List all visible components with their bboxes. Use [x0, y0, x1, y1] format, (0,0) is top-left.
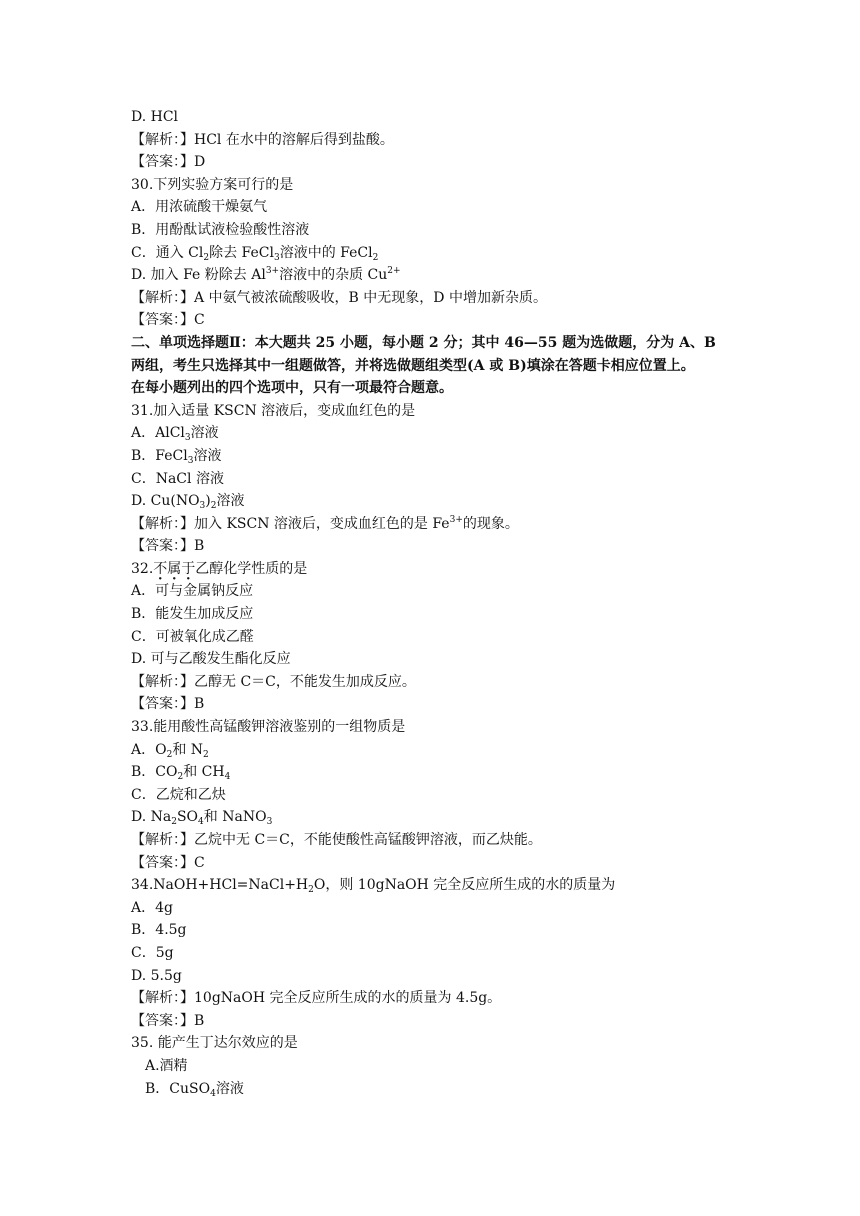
question-32-option-c: C．可被氧化成乙醛	[131, 628, 254, 645]
question-34-option-c: C．5g	[131, 944, 174, 961]
question-33-answer: 【答案：】C	[131, 854, 205, 871]
emphasis-dot-char: 于	[181, 560, 196, 577]
question-30-analysis: 【解析：】A 中氨气被浓硫酸吸收，B 中无现象，D 中增加新杂质。	[131, 289, 547, 306]
question-31-answer: 【答案：】B	[131, 538, 205, 555]
question-34-analysis: 【解析：】10gNaOH 完全反应所生成的水的质量为 4.5g。	[131, 990, 502, 1007]
question-30-option-a: A．用浓硫酸干燥氨气	[131, 199, 268, 216]
question-32-option-b: B．能发生加成反应	[131, 606, 254, 623]
question-35-stem: 35. 能产生丁达尔效应的是	[131, 1035, 298, 1052]
question-30-option-b: B．用酚酞试液检验酸性溶液	[131, 221, 310, 238]
question-35-option-a: A.酒精	[145, 1057, 188, 1074]
question-33-option-a: A．$O_2$和 $N_2$	[131, 741, 209, 760]
answer: 【答案：】D	[131, 154, 206, 171]
question-31-option-c: C．NaCl 溶液	[131, 470, 224, 487]
question-30-option-c: C．通入 $Cl_2$除去 FeCl$_3$溶液中的 FeCl$_2$	[131, 244, 379, 263]
question-34-option-d: D. 5.5g	[131, 967, 182, 984]
question-32-option-a: A．可与金属钠反应	[131, 583, 254, 600]
question-32-analysis: 【解析：】乙醇无 C＝C，不能发生加成反应。	[131, 673, 416, 690]
question-31-option-a: A．AlCl$_3$溶液	[131, 425, 219, 444]
question-31-option-b: B．FeCl$_3$溶液	[131, 447, 222, 466]
emphasis-dot-char: 属	[167, 560, 182, 577]
question-33-option-d: D. $Na_2SO_4$和 NaNO$_3$	[131, 809, 273, 828]
question-33-option-c: C．乙烷和乙炔	[131, 786, 226, 803]
question-33-analysis: 【解析：】乙烷中无 C＝C，不能使酸性高锰酸钾溶液，而乙炔能。	[131, 832, 542, 848]
question-34-stem: $34.NaOH+HCl=NaCl+H_2O$，则 10gNaOH 完全反应所生成的水的质量为	[131, 877, 616, 896]
section-heading: 二、单项选择题Ⅱ：本大题共 25 小题，每小题 2 分；其中 46—55 题为选做题，分为 A、B	[131, 334, 716, 351]
section-heading-line-2: 两组，考生只选择其中一组题做答，并将选做题组类型(A 或 B)填涂在答题卡相应位置上。	[131, 357, 695, 374]
question-35-option-b: B．CuSO$_4$溶液	[145, 1080, 244, 1099]
section-heading-line-3: 在每小题列出的四个选项中，只有一项最符合题意。	[131, 380, 453, 397]
question-31-option-d: D. $Cu(NO_3)_2$溶液	[131, 493, 245, 512]
option-d: D. HCl	[131, 109, 179, 125]
question-32-stem: 32.不属于乙醇化学性质的是	[131, 558, 741, 581]
question-33-option-b: B．$CO_2$和 $CH_4$	[131, 764, 231, 783]
question-31-analysis: 【解析：】加入 KSCN 溶液后，变成血红色的是 $Fe^{3+}$的现象。	[131, 514, 519, 532]
question-32-option-d: D. 可与乙酸发生酯化反应	[131, 651, 291, 668]
question-30-answer: 【答案：】C	[131, 312, 205, 329]
question-30-stem: 30.下列实验方案可行的是	[131, 176, 294, 193]
question-31-stem: 31.加入适量 KSCN 溶液后，变成血红色的是	[131, 402, 416, 419]
emphasis-dot-char: 不	[153, 560, 168, 577]
analysis: 【解析：】HCl 在水中的溶解后得到盐酸。	[131, 131, 394, 148]
question-33-stem: 33.能用酸性高锰酸钾溶液鉴别的一组物质是	[131, 719, 406, 736]
question-30-option-d: D. 加入 Fe 粉除去 $Al^{3+}$溶液中的杂质 $Cu^{2+}$	[131, 266, 401, 284]
page-content	[131, 106, 741, 1100]
question-34-option-b: B．4.5g	[131, 922, 187, 939]
question-32-answer: 【答案：】B	[131, 696, 205, 713]
question-34-answer: 【答案：】B	[131, 1012, 205, 1029]
question-34-option-a: A．4g	[131, 899, 173, 916]
